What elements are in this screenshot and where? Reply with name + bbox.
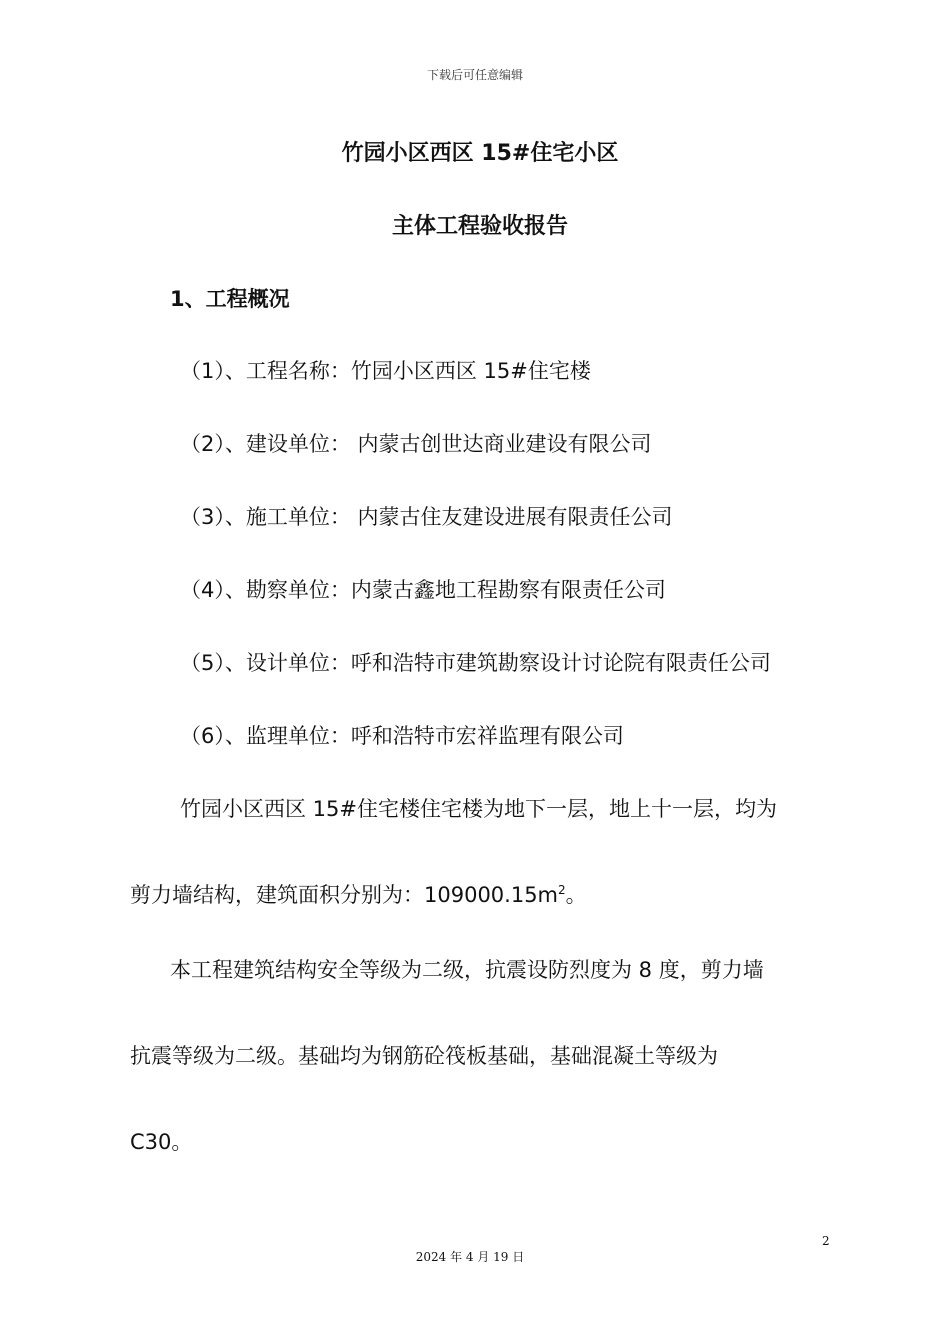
overview-item-survey: （4）、勘察单位：内蒙古鑫地工程勘察有限责任公司 xyxy=(180,578,666,602)
overview-item-owner: （2）、建设单位： 内蒙古创世达商业建设有限公司 xyxy=(180,432,652,456)
overview-item-project-name: （1）、工程名称：竹园小区西区 15#住宅楼 xyxy=(180,359,591,383)
paragraph2-line2: 抗震等级为二级。基础均为钢筋砼筏板基础，基础混凝土等级为 xyxy=(130,1044,718,1068)
section-heading: 1、工程概况 xyxy=(170,287,290,311)
paragraph1-line1: 竹园小区西区 15#住宅楼住宅楼为地下一层，地上十一层，均为 xyxy=(180,797,777,821)
paragraph2-line1: 本工程建筑结构安全等级为二级，抗震设防烈度为 8 度，剪力墙 xyxy=(170,958,764,982)
footer-date: 2024 年 4 月 19 日 xyxy=(415,1250,525,1264)
page-number: 2 xyxy=(822,1234,830,1248)
paragraph2-line3: C30。 xyxy=(130,1130,193,1154)
overview-item-design: （5）、设计单位：呼和浩特市建筑勘察设计讨论院有限责任公司 xyxy=(180,651,771,675)
paragraph1-line2-text: 剪力墙结构，建筑面积分别为：109000.15m xyxy=(130,883,559,907)
overview-item-contractor: （3）、施工单位： 内蒙古住友建设进展有限责任公司 xyxy=(180,505,673,529)
paragraph1-line2-end: 。 xyxy=(565,883,587,907)
header-note: 下载后可任意编辑 xyxy=(426,68,523,82)
document-subtitle: 主体工程验收报告 xyxy=(391,214,568,239)
overview-item-supervision: （6）、监理单位：呼和浩特市宏祥监理有限公司 xyxy=(180,724,624,748)
document-title: 竹园小区西区 15#住宅小区 xyxy=(341,141,619,166)
area-unit-superscript: 2 xyxy=(558,883,566,897)
paragraph1-line2 xyxy=(130,879,587,909)
